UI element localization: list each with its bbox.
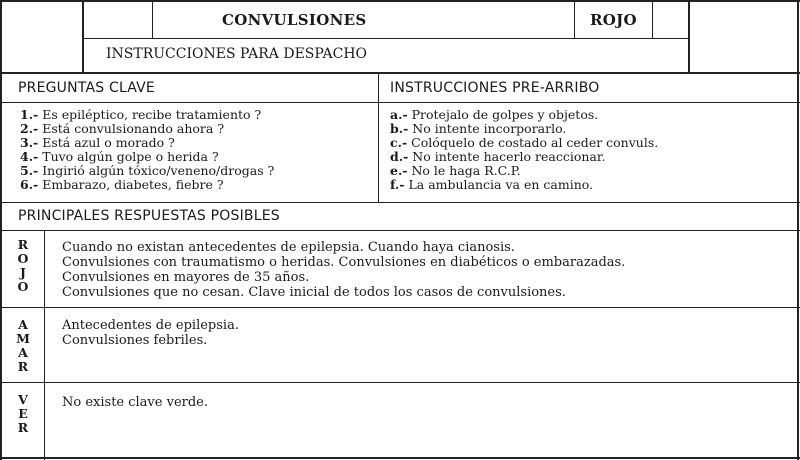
group-separator-1 [0,307,800,308]
header-color-cell-right [652,0,653,38]
header-small-cell-divider [152,0,153,38]
amar-vertical-label: A M A R [16,317,30,374]
color-code-label: ROJO [590,11,637,29]
amar-responses [62,318,239,348]
list-item: 2.- Está convulsionando ahora ? [20,121,225,136]
group-separator-2 [0,382,800,383]
list-item: 6.- Embarazo, diabetes, fiebre ? [20,177,224,192]
responses-heading-line [0,230,800,231]
ver-responses [62,395,208,410]
list-item: d.- No intente hacerlo reaccionar. [390,149,606,164]
list-item: No existe clave verde. [62,395,208,410]
list-item: 3.- Está azul o morado ? [20,135,175,150]
list-item: e.- No le haga R.C.P. [390,163,521,178]
header-bottom-line [0,72,800,74]
border-top [0,0,800,2]
header-color-cell-left [574,0,575,38]
section-heading-line [0,102,800,103]
list-item: Convulsiones en mayores de 35 años. [62,270,310,285]
key-questions-list [20,108,274,192]
key-questions-heading: PREGUNTAS CLAVE [18,80,155,96]
list-item: a.- Protejalo de golpes y objetos. [390,107,599,122]
ver-vertical-label: V E R [17,392,29,435]
columns-divider [378,72,379,202]
list-item: 1.- Es epiléptico, recibe tratamiento ? [20,107,262,122]
pre-arrival-heading: INSTRUCCIONES PRE-ARRIBO [390,80,600,96]
list-item: Antecedentes de epilepsia. [62,318,239,333]
list-item: 5.- Ingirió algún tóxico/veneno/drogas ? [20,163,275,178]
list-item: f.- La ambulancia va en camino. [390,177,594,192]
list-item: Convulsiones febriles. [62,333,208,348]
list-item: 4.- Tuvo algún golpe o herida ? [20,149,219,164]
list-item: Convulsiones que no cesan. Clave inicial de todos los casos de convulsiones. [62,285,566,300]
header-mid-line [82,38,690,39]
list-item: b.- No intente incorporarlo. [390,121,567,136]
dispatch-subtitle: INSTRUCCIONES PARA DESPACHO [106,46,368,62]
pre-arrival-list [390,108,658,192]
rojo-responses [62,240,625,300]
list-item: Convulsiones con traumatismo o heridas. Convulsiones en diabéticos o embarazadas. [62,255,626,270]
form-title: CONVULSIONES [222,11,367,29]
label-column-divider [44,230,45,460]
list-item: c.- Colóquelo de costado al ceder convuls. [390,135,659,150]
lists-bottom-line [0,202,800,203]
header-right-divider [688,0,690,72]
header-left-divider [82,0,84,72]
responses-heading: PRINCIPALES RESPUESTAS POSIBLES [18,208,280,224]
list-item: Cuando no existan antecedentes de epilepsia. Cuando haya cianosis. [62,240,515,255]
border-bottom [0,457,800,459]
rojo-vertical-label: R O J O [17,237,29,294]
